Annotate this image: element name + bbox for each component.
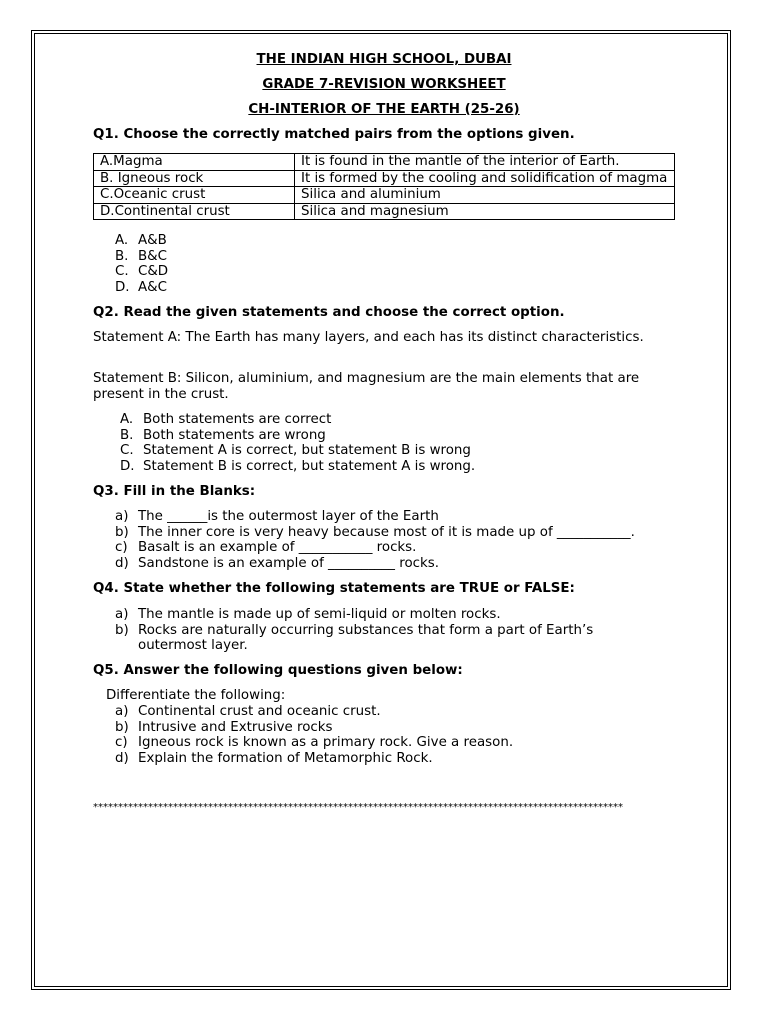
table-row <box>94 154 675 171</box>
item-label: c) <box>115 735 128 751</box>
list-item <box>120 428 680 444</box>
list-item <box>115 720 675 736</box>
item-text: The mantle is made up of semi-liquid or molten rocks. <box>138 607 501 622</box>
item-label: a) <box>115 704 129 719</box>
list-item <box>115 735 675 751</box>
option-label: A. <box>115 233 129 248</box>
q4-question: Q4. State whether the following statements are TRUE or FALSE: <box>93 581 575 596</box>
option-text: Both statements are correct <box>143 412 332 427</box>
item-text: The ______is the outermost layer of the Earth <box>138 509 439 524</box>
list-item <box>120 459 680 475</box>
list-item <box>115 704 675 720</box>
item-label: b) <box>115 719 129 735</box>
item-text: The inner core is very heavy because most of it is made up of ___________. <box>138 524 635 540</box>
list-item <box>115 509 687 525</box>
item-label: b) <box>115 622 129 638</box>
q2-statement-a: Statement A: The Earth has many layers, and each has its distinct characteristics. <box>93 330 644 345</box>
table-row <box>94 170 675 187</box>
q1-pairs-table <box>93 153 675 220</box>
table-cell: It is found in the mantle of the interior of Earth. <box>295 154 675 171</box>
item-label: a) <box>115 607 129 622</box>
option-text: A&B <box>138 233 167 248</box>
list-item <box>120 412 680 428</box>
q5-items <box>93 704 675 766</box>
q5-intro: Differentiate the following: <box>106 688 286 703</box>
table-cell: Silica and aluminium <box>295 187 675 204</box>
q2-question: Q2. Read the given statements and choose the correct option. <box>93 305 565 320</box>
option-text: B&C <box>138 248 167 264</box>
item-text: Basalt is an example of ___________ rocks. <box>138 540 417 556</box>
option-label: A. <box>120 412 134 427</box>
table-cell: A.Magma <box>94 154 295 171</box>
option-label: B. <box>115 248 129 264</box>
list-item <box>115 233 675 249</box>
footer-stars-divider: ********************************************************************************************************** <box>93 802 623 813</box>
worksheet-title: GRADE 7-REVISION WORKSHEET <box>262 77 506 92</box>
q5-question: Q5. Answer the following questions given below: <box>93 663 463 678</box>
list-item <box>115 540 687 556</box>
q4-items <box>93 607 675 654</box>
item-text: Continental crust and oceanic crust. <box>138 704 381 719</box>
table-cell: D.Continental crust <box>94 203 295 220</box>
item-label: c) <box>115 540 128 556</box>
table-cell: Silica and magnesium <box>295 203 675 220</box>
list-item <box>115 525 687 541</box>
option-text: Statement B is correct, but statement A is wrong. <box>143 458 476 474</box>
list-item <box>115 623 675 654</box>
option-label: C. <box>120 443 134 459</box>
item-text: Sandstone is an example of __________ rocks. <box>138 555 440 571</box>
q3-items <box>93 509 687 571</box>
item-label: d) <box>115 555 129 571</box>
table-cell: C.Oceanic crust <box>94 187 295 204</box>
q3-question: Q3. Fill in the Blanks: <box>93 484 256 499</box>
option-text: C&D <box>138 264 169 280</box>
school-title: THE INDIAN HIGH SCHOOL, DUBAI <box>256 52 512 67</box>
option-text: A&C <box>138 279 167 295</box>
q1-options <box>93 233 675 295</box>
list-item <box>115 280 675 296</box>
option-label: D. <box>115 279 130 295</box>
option-text: Both statements are wrong <box>143 427 326 443</box>
q2-statement-b: Statement B: Silicon, aluminium, and magnesium are the main elements that are present in the crust. <box>93 371 640 402</box>
table-cell: It is formed by the cooling and solidification of magma <box>295 170 675 187</box>
option-label: D. <box>120 458 135 474</box>
list-item <box>115 556 687 572</box>
item-label: a) <box>115 509 129 524</box>
option-label: C. <box>115 264 129 280</box>
q1-table-wrap <box>93 153 683 220</box>
q1-question: Q1. Choose the correctly matched pairs from the options given. <box>93 127 575 142</box>
list-item <box>120 443 680 459</box>
item-text: Intrusive and Extrusive rocks <box>138 719 333 735</box>
table-row <box>94 187 675 204</box>
table-row <box>94 203 675 220</box>
item-label: d) <box>115 750 129 766</box>
item-text: Rocks are naturally occurring substances that form a part of Earth’s outermost layer. <box>138 622 594 654</box>
option-label: B. <box>120 427 134 443</box>
item-text: Explain the formation of Metamorphic Rock. <box>138 750 433 766</box>
list-item <box>115 607 675 623</box>
option-text: Statement A is correct, but statement B is wrong <box>143 443 471 459</box>
item-label: b) <box>115 524 129 540</box>
table-cell: B. Igneous rock <box>94 170 295 187</box>
q2-options <box>93 412 680 474</box>
chapter-title: CH-INTERIOR OF THE EARTH (25-26) <box>248 102 520 117</box>
list-item <box>115 264 675 280</box>
item-text: Igneous rock is known as a primary rock. Give a reason. <box>138 735 514 751</box>
list-item <box>115 249 675 265</box>
list-item <box>115 751 675 767</box>
